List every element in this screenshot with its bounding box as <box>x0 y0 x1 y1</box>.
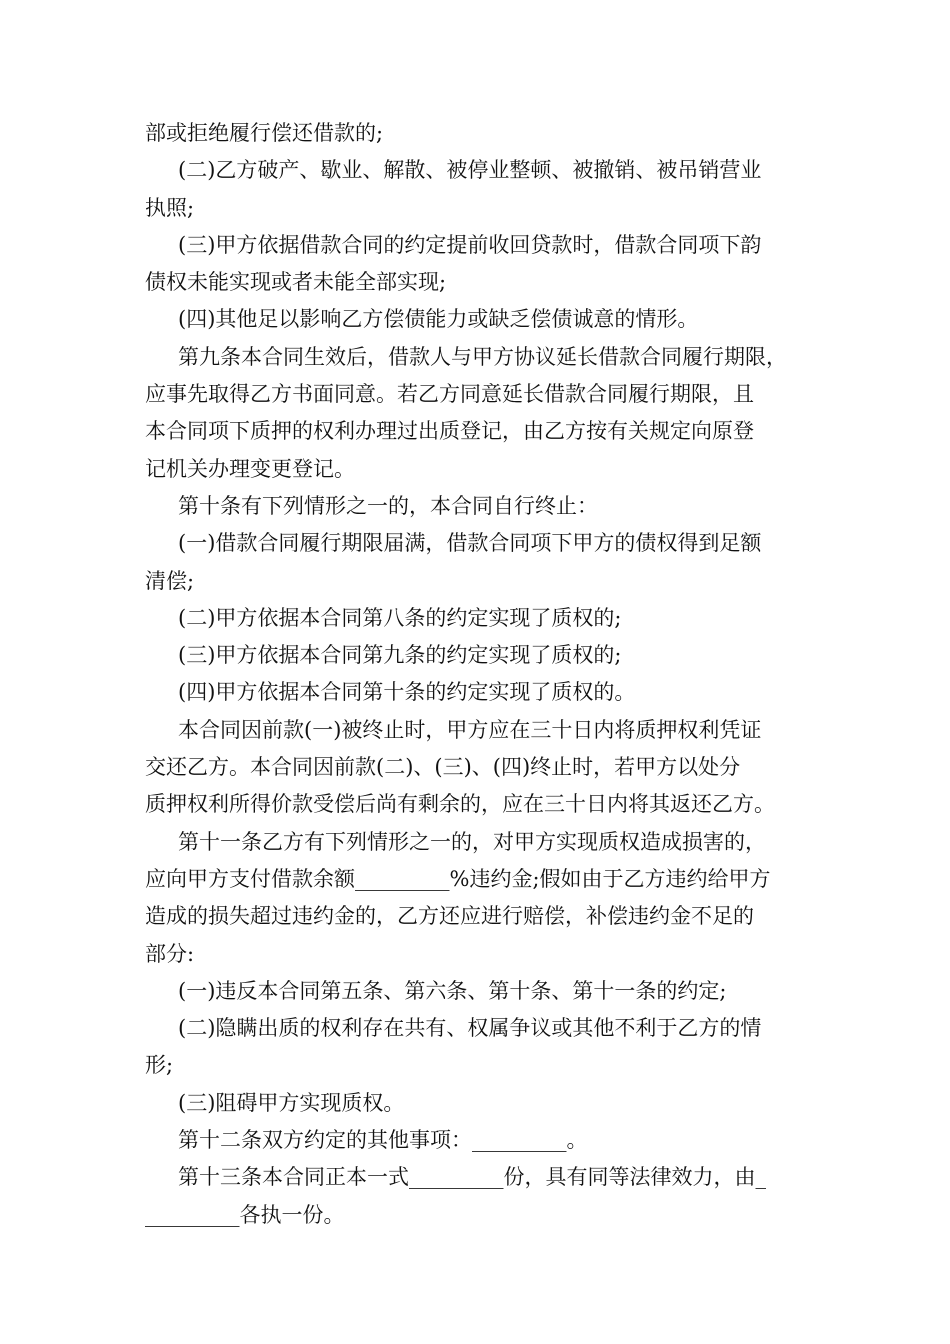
text-line: (二)隐瞒出质的权利存在共有、权属争议或其他不利于乙方的情 <box>178 1016 762 1041</box>
text-line: (三)甲方依据本合同第九条的约定实现了质权的; <box>178 643 622 668</box>
text-line: 本合同项下质押的权利办理过出质登记，由乙方按有关规定向原登 <box>145 419 754 444</box>
text-line: _________各执一份。 <box>145 1202 345 1227</box>
text-line: 形; <box>145 1053 174 1078</box>
text-line: (三)阻碍甲方实现质权。 <box>178 1090 405 1115</box>
text-line: 清偿; <box>145 568 195 593</box>
text-line: 质押权利所得价款受偿后尚有剩余的，应在三十日内将其返还乙方。 <box>145 792 775 817</box>
text-line: (三)甲方依据借款合同的约定提前收回贷款时，借款合同项下韵 <box>178 232 762 257</box>
text-line: 第十一条乙方有下列情形之一的，对甲方实现质权造成损害的， <box>178 829 766 854</box>
text-line: 债权未能实现或者未能全部实现; <box>145 270 447 295</box>
text-line: 应向甲方支付借款余额_________%违约金;假如由于乙方违约给甲方 <box>145 866 771 891</box>
text-line: 第十条有下列情形之一的，本合同自行终止： <box>178 493 598 518</box>
document-body <box>145 115 815 1234</box>
text-line: 执照; <box>145 195 195 220</box>
text-line: (一)违反本合同第五条、第六条、第十条、第十一条的约定; <box>178 978 727 1003</box>
text-line: (四)甲方依据本合同第十条的约定实现了质权的。 <box>178 680 636 705</box>
text-line: 记机关办理变更登记。 <box>145 456 355 481</box>
text-line: (二)甲方依据本合同第八条的约定实现了质权的; <box>178 605 622 630</box>
text-line: 第十二条双方约定的其他事项：_________。 <box>178 1128 588 1153</box>
text-line: 部分: <box>145 941 195 966</box>
text-line: (四)其他足以影响乙方偿债能力或缺乏偿债诚意的情形。 <box>178 307 699 332</box>
text-line: (二)乙方破产、歇业、解散、被停业整顿、被撤销、被吊销营业 <box>178 158 762 183</box>
text-line: 造成的损失超过违约金的，乙方还应进行赔偿，补偿违约金不足的 <box>145 904 754 929</box>
text-line: 本合同因前款(一)被终止时，甲方应在三十日内将质押权利凭证 <box>178 717 762 742</box>
text-line: 交还乙方。本合同因前款(二)、(三)、(四)终止时，若甲方以处分 <box>145 755 741 780</box>
text-line: (一)借款合同履行期限届满，借款合同项下甲方的债权得到足额 <box>178 531 762 556</box>
text-line: 部或拒绝履行偿还借款的; <box>145 121 384 145</box>
text-line: 应事先取得乙方书面同意。若乙方同意延长借款合同履行期限，且 <box>145 382 754 407</box>
text-line: 第九条本合同生效后，借款人与甲方协议延长借款合同履行期限， <box>178 344 787 369</box>
text-line: 第十三条本合同正本一式_________份，具有同等法律效力，由_ <box>178 1165 766 1190</box>
